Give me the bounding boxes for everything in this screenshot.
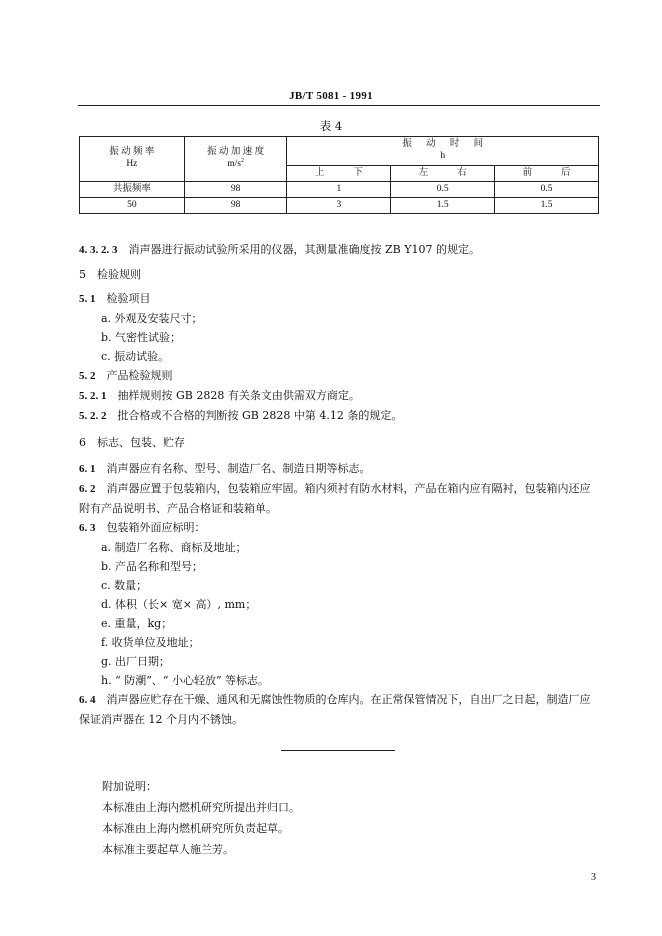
section-5-2-heading	[79, 366, 601, 386]
list-item: a. 外观及安装尺寸；	[101, 312, 203, 325]
paragraph-text: 消声器应置于包装箱内，包装箱应牢固。箱内须衬有防水材料，产品在箱内应有隔衬，包装箱内还应附有产品说明书、产品合格证和装箱单。	[79, 482, 591, 515]
list-item: h. “ 防潮”、“ 小心轻放” 等标志。	[101, 674, 270, 687]
section-number: 5. 1	[79, 293, 96, 305]
table-row	[80, 198, 599, 214]
cell-frequency: 50	[80, 198, 185, 214]
section-title: 包装箱外面应标明：	[106, 521, 206, 534]
cell-acceleration: 98	[184, 198, 287, 214]
list-item: b. 产品名称和型号；	[101, 560, 204, 573]
header-acceleration-label: 振 动 加 速 度	[207, 146, 265, 157]
cell-frontback: 1.5	[495, 198, 599, 214]
section-number: 6. 2	[79, 483, 96, 495]
section-number: 6. 1	[79, 463, 96, 475]
section-number: 6	[79, 436, 86, 449]
header-time	[287, 137, 599, 166]
header-frequency-label: 振 动 频 率	[109, 147, 155, 158]
section-number: 6. 4	[79, 694, 96, 706]
header-time-unit: h	[440, 151, 446, 161]
section-number: 5. 2. 2	[79, 410, 107, 422]
section-title: 检验规则	[97, 268, 141, 281]
list-item: f. 收货单位及地址；	[101, 636, 200, 649]
table-row	[80, 182, 599, 198]
cell-frontback: 0.5	[495, 182, 599, 198]
header-time-label: 振 动 时 间	[402, 139, 484, 150]
appendix-note	[102, 776, 300, 860]
paragraph-text: 批合格或不合格的判断按 GB 2828 中第 4.12 条的规定。	[117, 409, 403, 422]
accel-unit-sup: 2	[240, 158, 244, 165]
page-number: 3	[591, 872, 596, 883]
paragraph-6-4	[79, 690, 601, 729]
paragraph-4-3-2-3	[79, 240, 601, 260]
header-frequency-unit: Hz	[126, 159, 138, 169]
header-rule	[78, 105, 600, 106]
list-item: c. 振动试验。	[101, 350, 170, 363]
section-6-3-heading	[79, 518, 601, 538]
paragraph-text: 消声器进行振动试验所采用的仪器，其测量准确度按 ZB Y107 的规定。	[128, 243, 480, 256]
subheader-leftright	[391, 166, 495, 182]
vibration-table	[79, 136, 599, 214]
paragraph-6-2	[79, 479, 601, 518]
list-item: g. 出厂日期；	[101, 655, 171, 668]
appendix-line: 本标准主要起草人施兰芳。	[102, 843, 234, 856]
cell-frequency: 共振频率	[80, 182, 185, 198]
appendix-line: 本标准由上海内燃机研究所提出并归口。	[102, 801, 300, 814]
section-title: 产品检验规则	[106, 369, 173, 382]
section-title: 检验项目	[106, 292, 151, 305]
section-number: 4. 3. 2. 3	[79, 244, 118, 256]
paragraph-6-1	[79, 459, 601, 479]
subheader-frontback	[495, 166, 599, 182]
cell-leftright: 0.5	[391, 182, 495, 198]
end-rule	[281, 750, 395, 751]
section-5-1-heading	[79, 289, 601, 309]
appendix-title: 附加说明：	[102, 780, 157, 793]
header-acceleration-unit	[185, 158, 287, 171]
subheader-right: 右	[457, 167, 467, 178]
accel-unit-base: m/s	[227, 159, 241, 170]
list-item: d. 体积（长× 宽× 高）, mm；	[101, 598, 257, 611]
section-number: 5. 2	[79, 370, 96, 382]
subheader-up: 上	[314, 167, 325, 178]
subheader-back: 后	[561, 167, 571, 178]
document-body	[79, 240, 601, 729]
paragraph-text: 消声器应有名称、型号、制造厂名、制造日期等标志。	[106, 462, 371, 475]
header-frequency	[80, 137, 185, 182]
appendix-line: 本标准由上海内燃机研究所负责起草。	[102, 822, 289, 835]
cell-leftright: 1.5	[391, 198, 495, 214]
paragraph-text: 抽样规则按 GB 2828 有关条文由供需双方商定。	[117, 389, 360, 402]
section-6-heading	[79, 433, 601, 452]
header-acceleration	[184, 137, 287, 182]
subheader-down: 下	[353, 167, 363, 178]
standard-code: JB/T 5081 - 1991	[289, 90, 373, 102]
section-5-heading	[79, 265, 601, 284]
table-title: 表 4	[319, 119, 343, 133]
section-number: 5. 2. 1	[79, 390, 107, 402]
list-item: c. 数量；	[101, 579, 148, 592]
subheader-left: 左	[418, 167, 429, 178]
section-number: 5	[79, 268, 86, 281]
list-item: a. 制造厂名称、商标及地址；	[101, 541, 247, 554]
paragraph-5-2-2	[79, 406, 601, 426]
section-number: 6. 3	[79, 522, 96, 534]
cell-updown: 3	[287, 198, 391, 214]
section-title: 标志、包装、贮存	[97, 436, 185, 449]
table-header-row	[80, 137, 599, 166]
subheader-updown	[287, 166, 391, 182]
paragraph-5-2-1	[79, 386, 601, 406]
cell-updown: 1	[287, 182, 391, 198]
subheader-front: 前	[522, 167, 533, 178]
paragraph-text: 消声器应贮存在干燥、通风和无腐蚀性物质的仓库内。在正常保管情况下，自出厂之日起，制造厂应保证消声器在 12 个月内不锈蚀。	[79, 693, 591, 726]
list-item: b. 气密性试验；	[101, 331, 182, 344]
list-item: e. 重量，kg；	[101, 617, 173, 630]
cell-acceleration: 98	[184, 182, 287, 198]
